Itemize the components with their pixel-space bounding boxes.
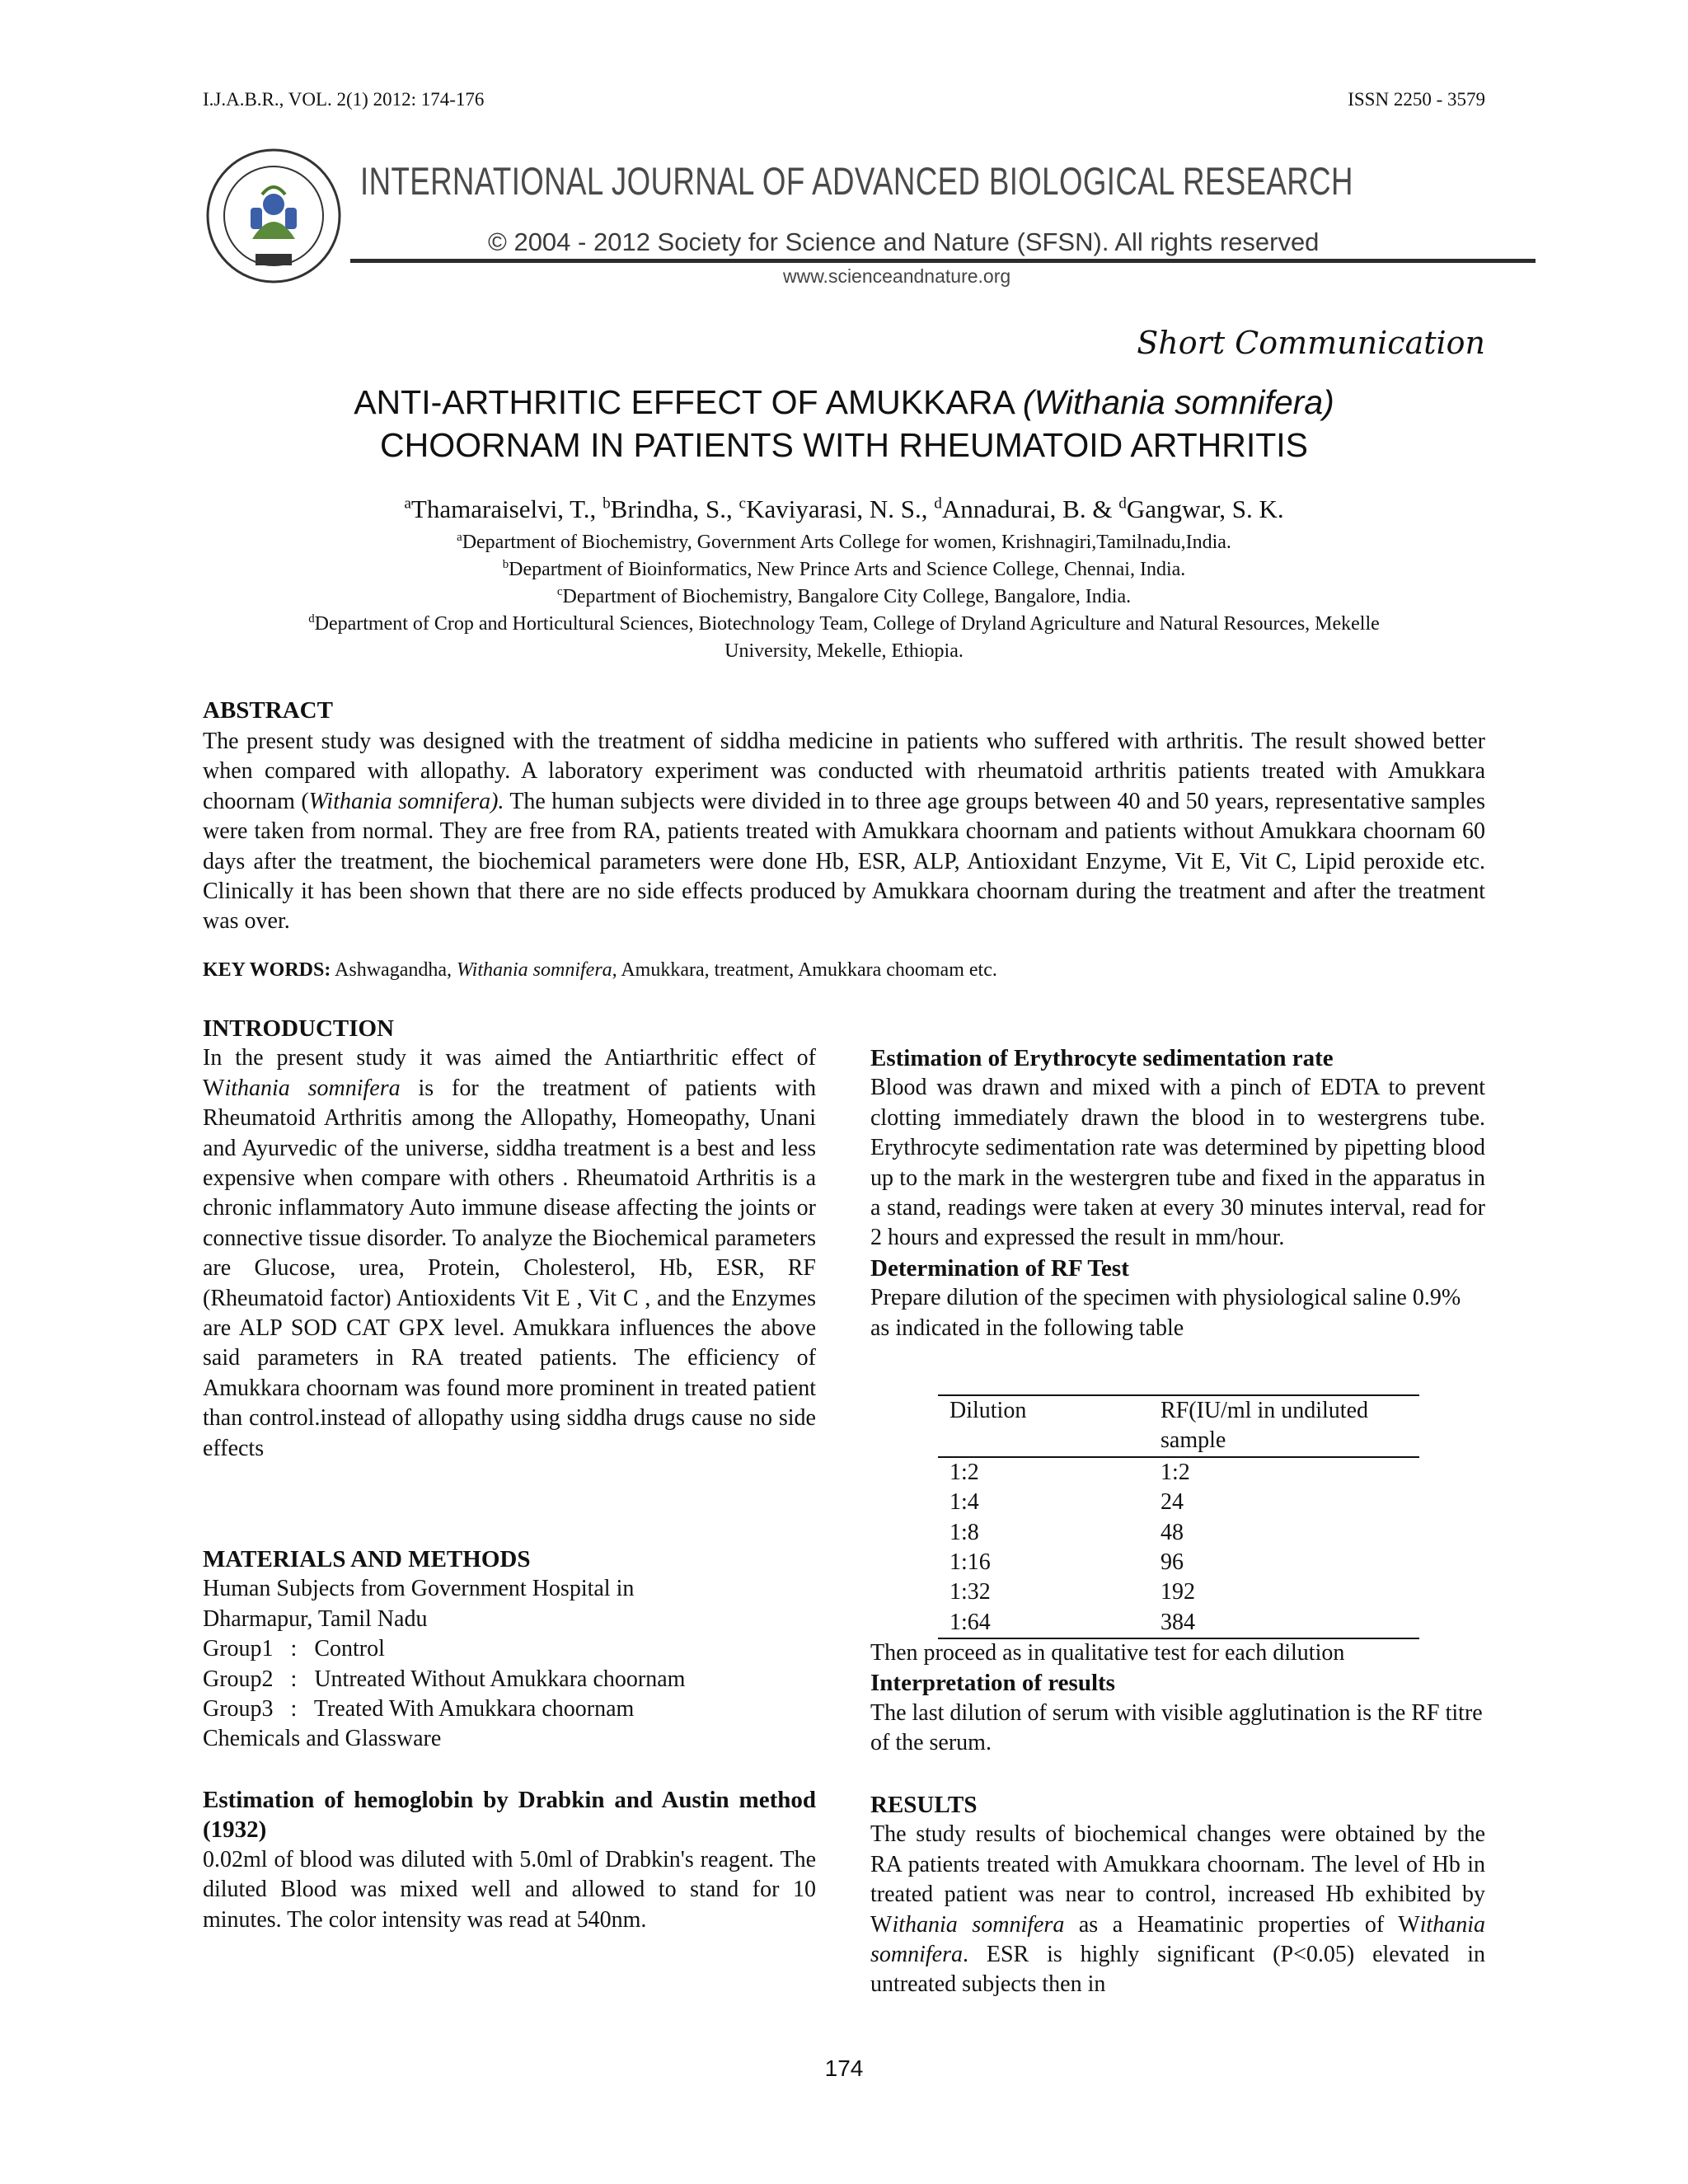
table-cell: 1:64 [950,1609,991,1635]
table-cell: 1:16 [950,1549,991,1576]
table-row [938,1548,1419,1577]
table-cell: 1:4 [950,1489,979,1516]
materials-line: Group3 : Treated With Amukkara choornam [203,1696,635,1722]
hemoglobin-text: 0.02ml of blood was diluted with 5.0ml of Drabkin's reagent. The diluted Blood was mixed well and allowed to stand for 10 minutes. The color intensity was read at 540nm. [203,1846,816,1933]
table-header-row [938,1395,1419,1457]
esr-text: Blood was drawn and mixed with a pinch of EDTA to prevent clotting immediately drawn the blood in to westergrens tube. Erythrocyte sedimentation rate was determined by pipetting blood up to the mark in the westergren tube and fixed in the apparatus in a stand, readings were taken at every 30 minutes interval, read for 2 hours and expressed the result in mm/hour. [870,1075,1485,1251]
introduction-heading: INTRODUCTION [203,1015,395,1042]
keywords-label: KEY WORDS: [203,959,331,981]
table-cell: 1:2 [1160,1459,1190,1485]
table-header-cell: Dilution [950,1398,1027,1423]
materials-heading: MATERIALS AND METHODS [203,1546,531,1572]
author: $^d$Gangwar, S. K. [1118,494,1284,523]
affiliation-list [203,529,1485,665]
author: $^a$Thamaraiselvi, T., [404,494,603,523]
table-cell: 384 [1160,1609,1195,1635]
introduction-section [203,1014,816,1464]
journal-banner-title: INTERNATIONAL JOURNAL OF ADVANCED BIOLOGICAL RESEARCH [360,159,1353,203]
table-cell: 1:2 [950,1459,979,1485]
page-number: 174 [824,2055,864,2081]
hemoglobin-section [203,1785,816,1935]
table-row [938,1488,1419,1517]
table-row [938,1457,1419,1488]
introduction-text: In the present study it was aimed the Antiarthritic effect of Withania somnifera is for the treatment of patients with Rheumatoid Arthritis among the Allopathy, Homeopathy, Unani and Ayurvedic of the universe, siddha treatment is a best and less expensive when compare with others . Rheumatoid Arthritis is a chronic inflammatory Auto immune disease affecting the joints or connective tissue disorder. To analyze the Biochemical parameters are Glucose, urea, Protein, Cholesterol, Hb, ESR, RF (Rheumatoid factor) Antioxidents Vit E , Vit C , and the Enzymes are ALP SOD CAT GPX level. Amukkara influences the above said parameters in RA treated patients. The efficiency of Amukkara choornam was found more prominent in treated patient than control.instead of allopathy using siddha drugs cause no side effects [203,1045,816,1461]
rf-dilution-table [938,1394,1419,1639]
interpretation-section [870,1638,1485,1759]
journal-copyright: © 2004 - 2012 Society for Science and Nature (SFSN). All rights reserved [488,227,1320,256]
author: $^d$Annadurai, B. & [934,494,1119,523]
results-heading: RESULTS [870,1792,978,1818]
materials-line: Dharmapur, Tamil Nadu [203,1605,428,1632]
author-list [203,494,1485,524]
issn: ISSN 2250 - 3579 [1348,89,1485,110]
table-header-cell: RF(IU/ml in undiluted sample [1160,1398,1368,1454]
affiliation: University, Mekelle, Ethiopia. [724,640,964,662]
table-cell: 96 [1160,1549,1184,1576]
rf-after-table-text: Then proceed as in qualitative test for each dilution [870,1640,1345,1666]
table-cell: 24 [1160,1489,1184,1516]
table-row [938,1577,1419,1607]
esr-section [870,1043,1485,1343]
rf-test-heading: Determination of RF Test [870,1254,1129,1282]
results-section [870,1790,1485,2000]
esr-heading: Estimation of Erythrocyte sedimentation rate [870,1045,1334,1071]
materials-section [203,1544,816,1755]
author: $^b$Brindha, S., [603,494,739,523]
society-emblem-icon [204,147,343,285]
table-cell: 1:32 [950,1579,991,1605]
affiliation: $^a$Department of Biochemistry, Government Arts College for women, Krishnagiri,Tamilnadu,India. [457,531,1231,553]
journal-reference: I.J.A.B.R., VOL. 2(1) 2012: 174-176 [203,89,485,110]
affiliation: $^c$Department of Biochemistry, Bangalore City College, Bangalore, India. [556,585,1132,607]
interpretation-text: The last dilution of serum with visible agglutination is the RF titre of the serum. [870,1699,1483,1756]
materials-line: Human Subjects from Government Hospital in [203,1576,635,1602]
abstract-text: The present study was designed with the treatment of siddha medicine in patients who suffered with arthritis. The result showed better when compared with allopathy. A laboratory experiment was conducted with rheumatoid arthritis patients treated with Amukkara choornam (Withania somnifera). The human subjects were divided in to three age groups between 40 and 50 years, representative samples were taken from normal. They are free from RA, patients treated with Amukkara choornam and patients without Amukkara choornam 60 days after the treatment, the biochemical parameters were done Hb, ESR, ALP, Antioxidant Enzyme, Vit E, Vit C, Lipid peroxide etc. Clinically it has been shown that there are no side effects produced by Amukkara choornam during the treatment and after the treatment was over. [203,729,1485,935]
hemoglobin-heading: Estimation of hemoglobin by Drabkin and Austin method (1932) [203,1787,816,1844]
journal-url: www.scienceandnature.org [783,265,1011,287]
table-row [938,1608,1419,1638]
materials-line: Group1 : Control [203,1636,385,1662]
affiliation: $^b$Department of Bioinformatics, New Prince Arts and Science College, Chennai, India. [502,558,1186,580]
materials-line: Chemicals and Glassware [203,1726,442,1752]
banner-divider [350,259,1536,263]
title-line-2: CHOORNAM IN PATIENTS WITH RHEUMATOID ARTHRITIS [379,426,1309,464]
materials-line: Group2 : Untreated Without Amukkara choornam [203,1666,686,1692]
title-line-1: ANTI-ARTHRITIC EFFECT OF AMUKKARA (Withania somnifera) [354,383,1334,421]
journal-logo [204,147,343,285]
abstract-heading: ABSTRACT [203,697,333,724]
article-type: Short Communication [1137,325,1485,361]
table-cell: 1:8 [950,1519,979,1545]
affiliation: $^d$Department of Crop and Horticultural Sciences, Biotechnology Team, College of Dryland Agriculture and Natural Resources, Mekelle [308,612,1380,635]
table-cell: 48 [1160,1519,1184,1545]
title-species-name: (Withania somnifera) [1022,383,1334,421]
author: $^c$Kaviyarasi, N. S., [738,494,935,523]
rf-test-text: Prepare dilution of the specimen with physiological saline 0.9% as indicated in the following table [870,1285,1461,1341]
keywords: KEY WORDS: Ashwagandha, Withania somnifera, Amukkara, treatment, Amukkara choomam etc. [203,959,997,981]
results-text: The study results of biochemical changes were obtained by the RA patients treated with Amukkara choornam. The level of Hb in treated patient was near to control, increased Hb exhibited by Withania somnifera as a Heamatinic properties of Withania somnifera. ESR is highly significant (P<0.05) elevated in untreated subjects then in [870,1821,1485,1998]
interpretation-heading: Interpretation of results [870,1670,1115,1697]
article-title [203,381,1485,466]
table-row [938,1518,1419,1548]
table-cell: 192 [1160,1579,1195,1605]
